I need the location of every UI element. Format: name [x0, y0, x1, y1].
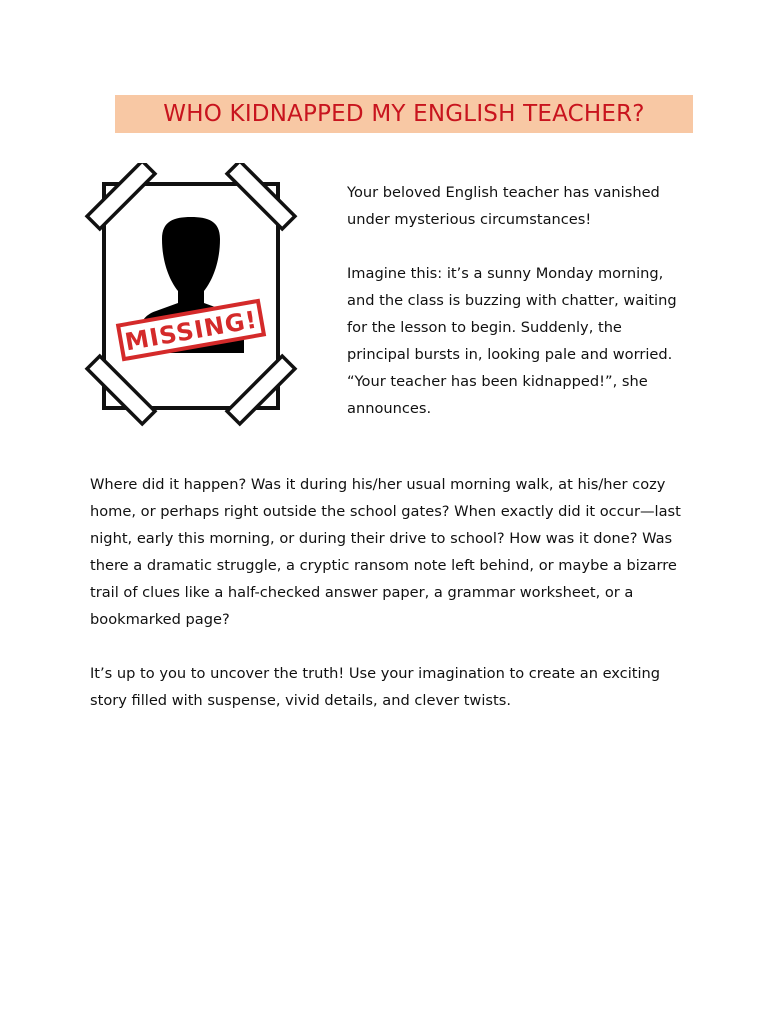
missing-stamp-text: MISSING!: [122, 305, 260, 357]
body-paragraph: Where did it happen? Was it during his/her usual morning walk, at his/her cozy home, or perhaps right outside the school gates? When exactly did it occur—last night, early this morning, or during their drive to school? How was it done? Was there a dramatic struggle, a cryptic ransom note left behind, or maybe a bizarre trail of clues like a half-checked answer paper, a grammar worksheet, or a bookmarked page?: [90, 476, 681, 628]
body-paragraph: It’s up to you to uncover the truth! Use your imagination to create an exciting story filled with suspense, vivid details, and clever twists.: [90, 665, 661, 709]
intro-text: [347, 179, 687, 422]
story-prompt-text: [90, 471, 690, 714]
intro-paragraph: Imagine this: it’s a sunny Monday morning, and the class is buzzing with chatter, waiting for the lesson to begin. Suddenly, the principal bursts in, looking pale and worried. “Your teacher has been kidnapped!”, she announces.: [347, 265, 677, 417]
worksheet-title: WHO KIDNAPPED MY ENGLISH TEACHER?: [115, 95, 693, 133]
missing-poster: [80, 163, 302, 429]
intro-paragraph: Your beloved English teacher has vanished under mysterious circumstances!: [347, 184, 660, 228]
